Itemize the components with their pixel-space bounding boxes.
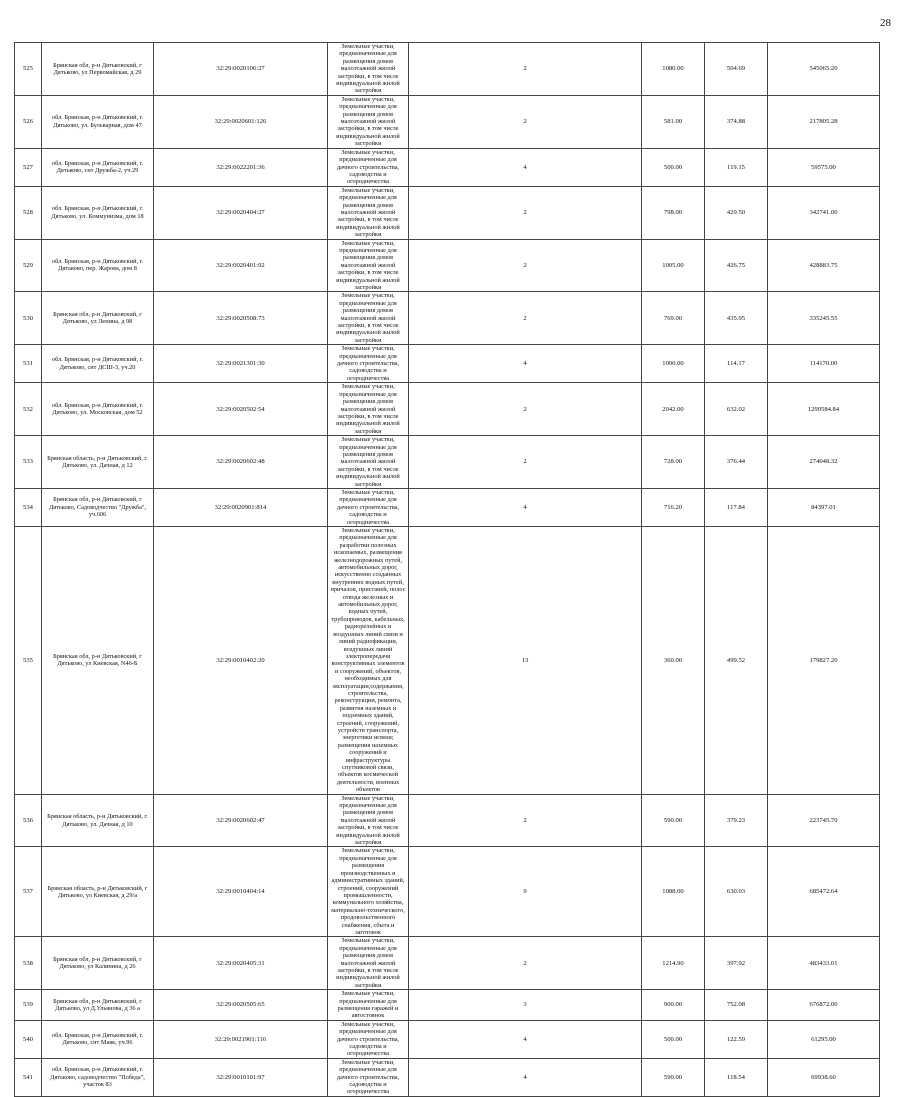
- use-group-code: 2: [409, 43, 642, 96]
- table-body: [15, 43, 880, 1097]
- cadastral-value: 84397.01: [768, 488, 880, 526]
- specific-cadastral-value: 122.59: [705, 1020, 768, 1058]
- row-number: 525: [15, 43, 42, 96]
- page-number: 28: [880, 17, 891, 29]
- cadastral-value: 676872.00: [768, 990, 880, 1021]
- plot-area: 1080.00: [642, 43, 705, 96]
- plot-area: 1088.00: [642, 847, 705, 937]
- address-cell: Брянская обл, р-н Дятьковский, г Дятьково, ул Первомайская, д 29: [42, 43, 154, 96]
- plot-area: 1000.00: [642, 345, 705, 383]
- row-number: 533: [15, 436, 42, 489]
- land-plot-table: [14, 42, 880, 1097]
- plot-area: 769.00: [642, 292, 705, 345]
- use-group-code: 9: [409, 847, 642, 937]
- table-row: [15, 43, 880, 96]
- land-use-type: Земельные участки, предназначенные для размещения домов малоэтажной жилой застройки, в том числе индивидуальной жилой застройки: [328, 239, 409, 292]
- specific-cadastral-value: 376.44: [705, 436, 768, 489]
- specific-cadastral-value: 117.84: [705, 488, 768, 526]
- row-number: 537: [15, 847, 42, 937]
- row-number: 532: [15, 383, 42, 436]
- plot-area: 581.00: [642, 95, 705, 148]
- plot-area: 1214.90: [642, 937, 705, 990]
- address-cell: Брянская обл, р-н Дятьковский, г Дятьково, ул Ленина, д 98: [42, 292, 154, 345]
- row-number: 540: [15, 1020, 42, 1058]
- cadastral-number: 32:29:0020602:48: [154, 436, 328, 489]
- table-row: [15, 345, 880, 383]
- table-row: [15, 990, 880, 1021]
- cadastral-value: 1290584.84: [768, 383, 880, 436]
- land-use-type: Земельные участки, предназначенные для размещения домов малоэтажной жилой застройки, в том числе индивидуальной жилой застройки: [328, 186, 409, 239]
- plot-area: 728.00: [642, 436, 705, 489]
- address-cell: Брянская обл, р-н Дятьковский, г Дятьково, ул Д.Ульянова, д 36 а: [42, 990, 154, 1021]
- specific-cadastral-value: 119.15: [705, 148, 768, 186]
- plot-area: 900.00: [642, 990, 705, 1021]
- address-cell: обл. Брянская, р-н Дятьковский, г. Дятьково, снт Маяк, уч.96: [42, 1020, 154, 1058]
- specific-cadastral-value: 632.02: [705, 383, 768, 436]
- specific-cadastral-value: 374.88: [705, 95, 768, 148]
- cadastral-number: 32:29:0010402:20: [154, 527, 328, 795]
- row-number: 541: [15, 1058, 42, 1096]
- land-use-type: Земельные участки, предназначенные для дачного строительства, садоводства и огородничества: [328, 345, 409, 383]
- use-group-code: 2: [409, 292, 642, 345]
- plot-area: 590.00: [642, 794, 705, 847]
- address-cell: Брянская область, р-н Дятьковский, г. Дятьково, ул. Дачная, д 10: [42, 794, 154, 847]
- specific-cadastral-value: 504.69: [705, 43, 768, 96]
- use-group-code: 4: [409, 1020, 642, 1058]
- row-number: 534: [15, 488, 42, 526]
- specific-cadastral-value: 114.17: [705, 345, 768, 383]
- use-group-code: 3: [409, 990, 642, 1021]
- plot-area: 1005.00: [642, 239, 705, 292]
- land-use-type: Земельные участки, предназначенные для размещения гаражей и автостоянок: [328, 990, 409, 1021]
- table-row: [15, 95, 880, 148]
- land-use-type: Земельные участки, предназначенные для дачного строительства, садоводства и огородничества: [328, 1020, 409, 1058]
- table-row: [15, 488, 880, 526]
- table-row: [15, 383, 880, 436]
- cadastral-value: 545065.20: [768, 43, 880, 96]
- land-use-type: Земельные участки, предназначенные для размещения домов малоэтажной жилой застройки, в том числе индивидуальной жилой застройки: [328, 95, 409, 148]
- cadastral-number: 32:29:0010101:97: [154, 1058, 328, 1096]
- cadastral-number: 32:29:0020106:27: [154, 43, 328, 96]
- cadastral-number: 32:29:0020601:126: [154, 95, 328, 148]
- use-group-code: 4: [409, 345, 642, 383]
- specific-cadastral-value: 118.54: [705, 1058, 768, 1096]
- use-group-code: 2: [409, 383, 642, 436]
- specific-cadastral-value: 630.03: [705, 847, 768, 937]
- row-number: 528: [15, 186, 42, 239]
- address-cell: Брянская обл, р-н Дятьковский, г Дятьково, Садоводчество "Дружба", уч.606: [42, 488, 154, 526]
- table-row: [15, 847, 880, 937]
- land-use-type: Земельные участки, предназначенные для размещения домов малоэтажной жилой застройки, в том числе индивидуальной жилой застройки: [328, 43, 409, 96]
- use-group-code: 2: [409, 794, 642, 847]
- row-number: 530: [15, 292, 42, 345]
- table-row: [15, 527, 880, 795]
- use-group-code: 4: [409, 148, 642, 186]
- table-row: [15, 292, 880, 345]
- address-cell: Брянская область, р-н Дятьковский, г Дятьково, ул Киевская, д 29/а: [42, 847, 154, 937]
- use-group-code: 13: [409, 527, 642, 795]
- plot-area: 716.20: [642, 488, 705, 526]
- specific-cadastral-value: 752.08: [705, 990, 768, 1021]
- specific-cadastral-value: 379.23: [705, 794, 768, 847]
- row-number: 535: [15, 527, 42, 795]
- address-cell: Брянская область, р-н Дятьковский, г. Дятьково, ул. Дачная, д 12: [42, 436, 154, 489]
- use-group-code: 2: [409, 95, 642, 148]
- cadastral-number: 32:29:0020401:92: [154, 239, 328, 292]
- table-row: [15, 1020, 880, 1058]
- cadastral-number: 32:29:0020508:73: [154, 292, 328, 345]
- specific-cadastral-value: 435.95: [705, 292, 768, 345]
- land-use-type: Земельные участки, предназначенные для дачного строительства, садоводства и огородничества: [328, 488, 409, 526]
- cadastral-value: 428883.75: [768, 239, 880, 292]
- row-number: 538: [15, 937, 42, 990]
- use-group-code: 2: [409, 937, 642, 990]
- row-number: 531: [15, 345, 42, 383]
- cadastral-value: 483433.01: [768, 937, 880, 990]
- cadastral-number: 32:29:0020505:65: [154, 990, 328, 1021]
- specific-cadastral-value: 426.75: [705, 239, 768, 292]
- land-use-type: Земельные участки, предназначенные для разработки полезных ископаемых, размещения железнодорожных путей, автомобильных дорог, искусственно созданных внутренних водных путей, причалов, пристаней, полос отвода железных и автомобильных дорог, водных путей, трубопроводов, кабельных, радиорелейных и воздушных линий связи и линий радиофикации, воздушных линий электропередачи конструктивных элементов и сооружений, объектов, необходимых для эксплуатации,содержания, строительства, реконструкции, ремонта, развития наземных и подземных зданий, строений, сооружений, устройств транспорта, энергетики исвязи; размещения наземных сооружений и инфраструктуры спутниковой связи, объектов космической деятельности, военных объектов: [328, 527, 409, 795]
- use-group-code: 2: [409, 239, 642, 292]
- cadastral-number: 32:29:0020405:31: [154, 937, 328, 990]
- land-use-type: Земельные участки, предназначенные для дачного строительства, садоводства и огородничества: [328, 148, 409, 186]
- specific-cadastral-value: 397.92: [705, 937, 768, 990]
- use-group-code: 4: [409, 488, 642, 526]
- table-row: [15, 937, 880, 990]
- table-row: [15, 436, 880, 489]
- table-row: [15, 794, 880, 847]
- table-row: [15, 1058, 880, 1096]
- table-row: [15, 148, 880, 186]
- land-use-type: Земельные участки, предназначенные для дачного строительства, садоводства и огородничества: [328, 1058, 409, 1096]
- row-number: 527: [15, 148, 42, 186]
- cadastral-value: 223745.70: [768, 794, 880, 847]
- address-cell: обл. Брянская, р-н Дятьковский, г. Дятьково, садоводчество "Победа", участок 83: [42, 1058, 154, 1096]
- use-group-code: 4: [409, 1058, 642, 1096]
- row-number: 536: [15, 794, 42, 847]
- land-use-type: Земельные участки, предназначенные для размещения домов малоэтажной жилой застройки, в том числе индивидуальной жилой застройки: [328, 937, 409, 990]
- cadastral-value: 335245.55: [768, 292, 880, 345]
- cadastral-value: 685472.64: [768, 847, 880, 937]
- cadastral-number: 32:29:0022201:36: [154, 148, 328, 186]
- use-group-code: 2: [409, 436, 642, 489]
- cadastral-value: 274048.32: [768, 436, 880, 489]
- cadastral-value: 342741.00: [768, 186, 880, 239]
- plot-area: 500.00: [642, 148, 705, 186]
- cadastral-value: 217805.28: [768, 95, 880, 148]
- row-number: 539: [15, 990, 42, 1021]
- cadastral-value: 59575.00: [768, 148, 880, 186]
- cadastral-number: 32:29:0020901:814: [154, 488, 328, 526]
- plot-area: 2042.00: [642, 383, 705, 436]
- address-cell: Брянская обл, р-н Дятьковский, г Дятьково, ул Киевская, N46-Б: [42, 527, 154, 795]
- address-cell: обл. Брянская, р-н Дятьковский, г. Дятьково, ул. Коммунизма, дом 18: [42, 186, 154, 239]
- cadastral-number: 32:29:0010404:14: [154, 847, 328, 937]
- cadastral-value: 114170.00: [768, 345, 880, 383]
- land-use-type: Земельные участки, предназначенные для размещения производственных и административных зданий, строений, сооружений промышленности, коммунального хозяйства, материально-технического, продовольственного снабжения, сбыта и заготовок: [328, 847, 409, 937]
- plot-area: 360.00: [642, 527, 705, 795]
- cadastral-number: 32:29:0021901:116: [154, 1020, 328, 1058]
- table-row: [15, 239, 880, 292]
- address-cell: обл. Брянская, р-н Дятьковский, г. Дятьково, ул. Московская, дом 52: [42, 383, 154, 436]
- land-use-type: Земельные участки, предназначенные для размещения домов малоэтажной жилой застройки, в том числе индивидуальной жилой застройки: [328, 794, 409, 847]
- address-cell: обл. Брянская, р-н Дятьковский, г. Дятьково, снт ДСШ-3, уч.20: [42, 345, 154, 383]
- specific-cadastral-value: 499.52: [705, 527, 768, 795]
- cadastral-value: 69938.60: [768, 1058, 880, 1096]
- row-number: 526: [15, 95, 42, 148]
- cadastral-number: 32:29:0020602:47: [154, 794, 328, 847]
- land-use-type: Земельные участки, предназначенные для размещения домов малоэтажной жилой застройки, в том числе индивидуальной жилой застройки: [328, 383, 409, 436]
- row-number: 529: [15, 239, 42, 292]
- address-cell: обл. Брянская, р-н Дятьковский, г. Дятьково, ул. Бульварная, дом 47: [42, 95, 154, 148]
- cadastral-number: 32:29:0020404:27: [154, 186, 328, 239]
- plot-area: 798.00: [642, 186, 705, 239]
- plot-area: 590.00: [642, 1058, 705, 1096]
- address-cell: обл. Брянская, р-н Дятьковский, г. Дятьково, снт Дружба-2, уч.29: [42, 148, 154, 186]
- land-use-type: Земельные участки, предназначенные для размещения домов малоэтажной жилой застройки, в том числе индивидуальной жилой застройки: [328, 436, 409, 489]
- land-use-type: Земельные участки, предназначенные для размещения домов малоэтажной жилой застройки, в том числе индивидуальной жилой застройки: [328, 292, 409, 345]
- cadastral-value: 61295.00: [768, 1020, 880, 1058]
- address-cell: Брянская обл, р-н Дятьковский, г Дятьково, ул Калинина, д 26: [42, 937, 154, 990]
- plot-area: 500.00: [642, 1020, 705, 1058]
- cadastral-value: 179827.20: [768, 527, 880, 795]
- table-row: [15, 186, 880, 239]
- use-group-code: 2: [409, 186, 642, 239]
- cadastral-number: 32:29:0021301:30: [154, 345, 328, 383]
- cadastral-number: 32:29:0020502:54: [154, 383, 328, 436]
- address-cell: обл. Брянская, р-н Дятьковский, г. Дятьково, пер. Жарова, дом 8: [42, 239, 154, 292]
- specific-cadastral-value: 429.50: [705, 186, 768, 239]
